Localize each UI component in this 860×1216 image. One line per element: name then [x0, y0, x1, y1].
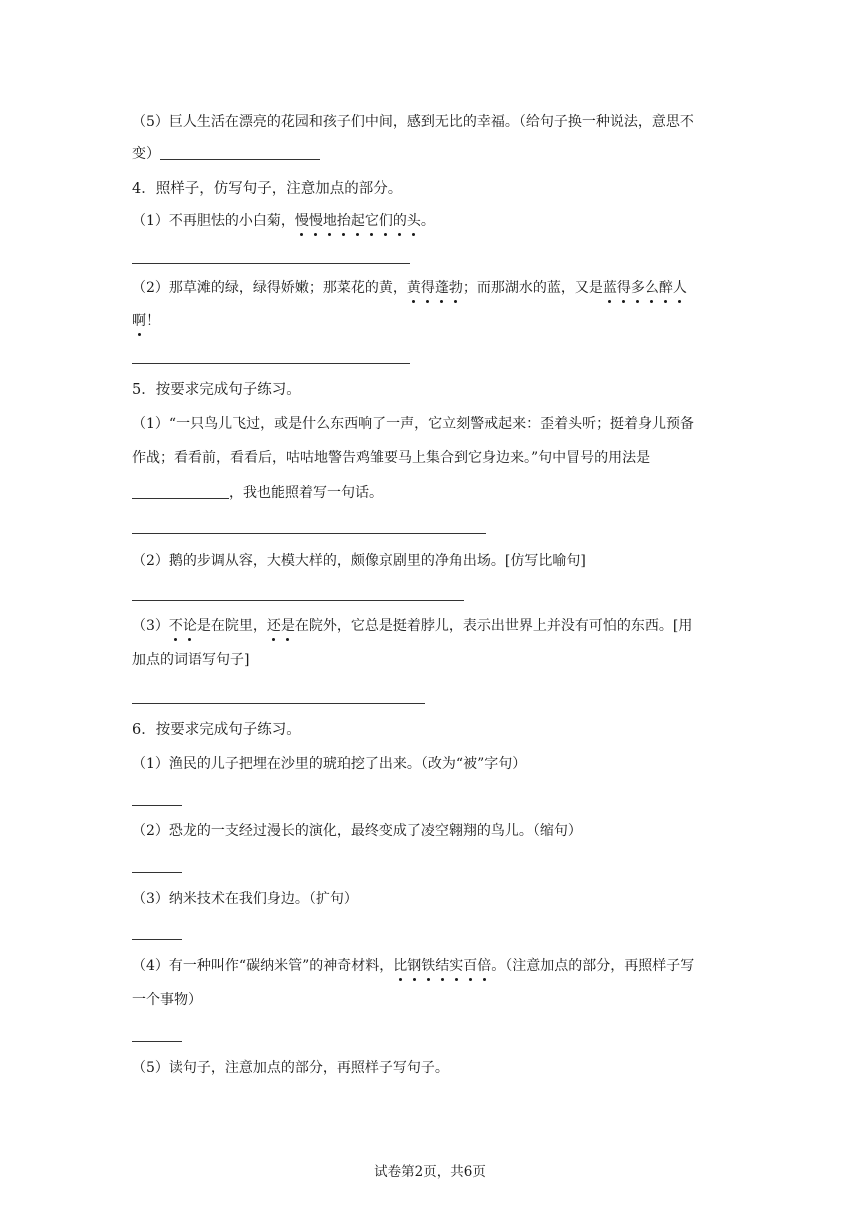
q5-heading: 5．按要求完成句子练习。 — [132, 382, 301, 398]
emphasized-char: 多 — [630, 280, 645, 296]
q3-5-line2 — [132, 145, 320, 163]
q5-1-line1: （1）“一只鸟儿飞过，或是什么东西响了一声，它立刻警戒起来：歪着头听；挺着身儿预备 — [132, 416, 695, 432]
q6-2-sentence: （2）恐龙的一支经过漫长的演化，最终变成了凌空翱翔的鸟儿。（缩句） — [132, 823, 582, 839]
answer-blank[interactable] — [132, 484, 229, 499]
emphasized-char: 得 — [616, 280, 631, 296]
emphasized-char: 还 — [266, 618, 281, 634]
q4-heading: 4．照样子，仿写句子，注意加点的部分。 — [132, 181, 403, 197]
emphasized-char: 啊 — [132, 313, 146, 329]
answer-line[interactable] — [132, 939, 182, 940]
answer-line[interactable] — [132, 263, 410, 264]
emphasized-char: 么 — [644, 280, 659, 296]
q5-1-line3 — [132, 484, 383, 502]
q4-2-line2 — [132, 312, 160, 330]
answer-line[interactable] — [132, 363, 410, 364]
q5-3-line1 — [132, 617, 692, 635]
q4-1-sentence — [132, 212, 435, 230]
emphasized-char: 百 — [463, 958, 478, 974]
emphasized-char: 的 — [392, 213, 407, 229]
answer-line[interactable] — [132, 533, 486, 534]
emphasized-char: 头 — [406, 213, 421, 229]
answer-line[interactable] — [132, 872, 182, 873]
emphasized-char: 铁 — [421, 958, 436, 974]
emphasized-char: 钢 — [407, 958, 422, 974]
q3-5-line1: （5）巨人生活在漂亮的花园和孩子们中间，感到无比的幸福。（给句子换一种说法，意思不 — [132, 114, 694, 130]
q4-2-line2-suffix: ！ — [146, 313, 160, 329]
q4-2-part2: ；而那湖水的蓝，又是 — [462, 280, 603, 296]
answer-blank[interactable] — [160, 145, 320, 160]
q6-4-line2: 一个事物） — [132, 992, 202, 1008]
emphasized-char: 不 — [168, 618, 183, 634]
emphasized-char: 它 — [364, 213, 379, 229]
emphasized-char: 得 — [420, 280, 435, 296]
emphasized-char: 比 — [393, 958, 408, 974]
q5-3-line2: 加点的词语写句子] — [132, 652, 250, 668]
q4-2-part1: （2）那草滩的绿，绿得娇嫩；那菜花的黄， — [132, 280, 407, 296]
q6-heading: 6．按要求完成句子练习。 — [132, 722, 301, 738]
q5-3-prefix: （3） — [132, 618, 169, 634]
q6-1-sentence: （1）渔民的儿子把埋在沙里的琥珀挖了出来。（改为“被”字句） — [132, 756, 527, 772]
emphasized-char: 结 — [435, 958, 450, 974]
emphasized-char: 起 — [350, 213, 365, 229]
q6-4-suffix: 。（注意加点的部分，再照样子写 — [491, 958, 695, 974]
q5-3-mid1: 是在院里， — [196, 618, 267, 634]
q6-3-sentence: （3）纳米技术在我们身边。（扩句） — [132, 891, 358, 907]
q6-4-prefix: （4）有一种叫作“碳纳米管”的神奇材料， — [132, 958, 394, 974]
answer-line[interactable] — [132, 600, 464, 601]
emphasized-char: 抬 — [336, 213, 351, 229]
q5-1-line2: 作战；看看前，看看后，咕咕地警告鸡雏要马上集合到它身边来。”句中冒号的用法是 — [132, 450, 651, 466]
emphasized-char: 勃 — [448, 280, 463, 296]
emphasized-char: 人 — [672, 280, 687, 296]
emphasized-char: 蓝 — [602, 280, 617, 296]
emphasized-char: 慢 — [308, 213, 323, 229]
emphasized-char: 地 — [322, 213, 337, 229]
emphasized-char: 实 — [449, 958, 464, 974]
emphasized-char: 们 — [378, 213, 393, 229]
answer-line[interactable] — [132, 703, 425, 704]
q4-2-line1 — [132, 279, 687, 297]
q6-5-sentence: （5）读句子，注意加点的部分，再照样子写句子。 — [132, 1060, 449, 1076]
q5-2-sentence: （2）鹅的步调从容，大模大样的，颇像京剧里的净角出场。[仿写比喻句] — [132, 553, 586, 569]
emphasized-char: 论 — [182, 618, 197, 634]
q4-1-suffix: 。 — [420, 213, 435, 229]
emphasized-char: 是 — [280, 618, 295, 634]
q5-3-mid2: 在院外，它总是挺着脖儿，表示出世界上并没有可怕的东西。[用 — [294, 618, 693, 634]
emphasized-char: 醉 — [658, 280, 673, 296]
emphasized-char: 慢 — [294, 213, 309, 229]
answer-line[interactable] — [132, 805, 182, 806]
q4-1-prefix: （1）不再胆怯的小白菊， — [132, 213, 295, 229]
page-footer: 试卷第2页，共6页 — [374, 1164, 486, 1180]
answer-line[interactable] — [132, 1041, 182, 1042]
emphasized-char: 倍 — [477, 958, 492, 974]
q6-4-line1 — [132, 957, 694, 975]
q3-5-line2-text: 变） — [132, 146, 160, 162]
q5-1-line3-text: ，我也能照着写一句话。 — [229, 485, 383, 501]
emphasized-char: 黄 — [406, 280, 421, 296]
emphasized-char: 蓬 — [434, 280, 449, 296]
